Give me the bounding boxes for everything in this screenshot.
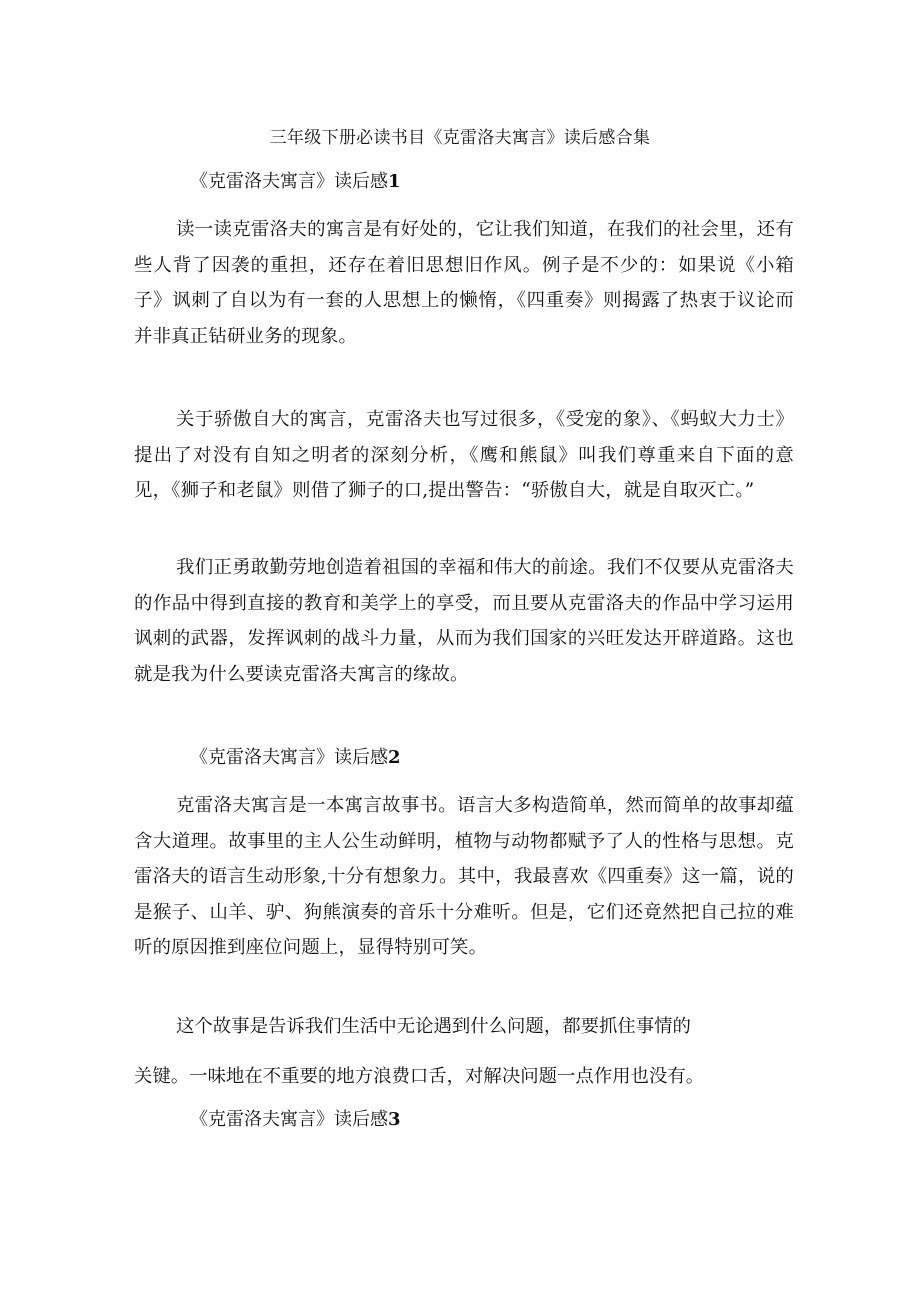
section-2-closing-line-1: 这个故事是告诉我们生活中无论遇到什么问题，都要抓住事情的 bbox=[176, 1016, 691, 1037]
section-1-heading-text: 《克雷洛夫寓言》读后感 bbox=[190, 171, 388, 192]
section-2-heading bbox=[190, 744, 401, 772]
section-1-paragraph-3: 我们正勇敢勤劳地创造着祖国的幸福和伟大的前途。我们不仅要从克雷洛夫的作品中得到直接的教育和美学上的享受，而且要从克雷洛夫的作品中学习运用讽刺的武器，发挥讽刺的战斗力量，从而为我们国家的兴旺发达开辟道路。这也就是我为什么要读克雷洛夫寓言的缘故。 bbox=[134, 557, 794, 685]
section-2-closing-line-2: 关键。一味地在不重要的地方浪费口舌，对解决问题一点作用也没有。 bbox=[134, 1066, 705, 1087]
document-title: 三年级下册必读书目《克雷洛夫寓言》读后感合集 bbox=[269, 128, 651, 148]
section-1-paragraph-2: 关于骄傲自大的寓言，克雷洛夫也写过很多，《受宠的象》、《蚂蚁大力士》提出了对没有自知之明者的深刻分析，《鹰和熊鼠》叫我们尊重来自下面的意见，《狮子和老鼠》则借了狮子的口,提出警告：“骄傲自大，就是自取灭亡。” bbox=[134, 409, 794, 501]
section-1-heading bbox=[190, 168, 401, 196]
section-3-heading-text: 《克雷洛夫寓言》读后感 bbox=[190, 1109, 388, 1130]
section-2-paragraph-1: 克雷洛夫寓言是一本寓言故事书。语言大多构造简单，然而简单的故事却蕴含大道理。故事里的主人公生动鲜明，植物与动物都赋予了人的性格与思想。克雷洛夫的语言生动形象,十分有想象力。其中，我最喜欢《四重奏》这一篇，说的是猴子、山羊、驴、狗熊演奏的音乐十分难听。但是，它们还竟然把自己拉的难听的原因推到座位问题上，显得特别可笑。 bbox=[134, 795, 794, 958]
section-2-heading-num: 2 bbox=[388, 747, 401, 768]
section-3-heading-num: 3 bbox=[388, 1109, 401, 1130]
section-1-heading-num: 1 bbox=[388, 171, 401, 192]
section-3-heading bbox=[190, 1106, 401, 1134]
section-1-paragraph-1: 读一读克雷洛夫的寓言是有好处的，它让我们知道，在我们的社会里，还有些人背了因袭的重担，还存在着旧思想旧作风。例子是不少的：如果说《小箱子》讽刺了自以为有一套的人思想上的懒惰，《四重奏》则揭露了热衷于议论而并非真正钻研业务的现象。 bbox=[134, 219, 794, 347]
section-2-heading-text: 《克雷洛夫寓言》读后感 bbox=[190, 747, 388, 768]
